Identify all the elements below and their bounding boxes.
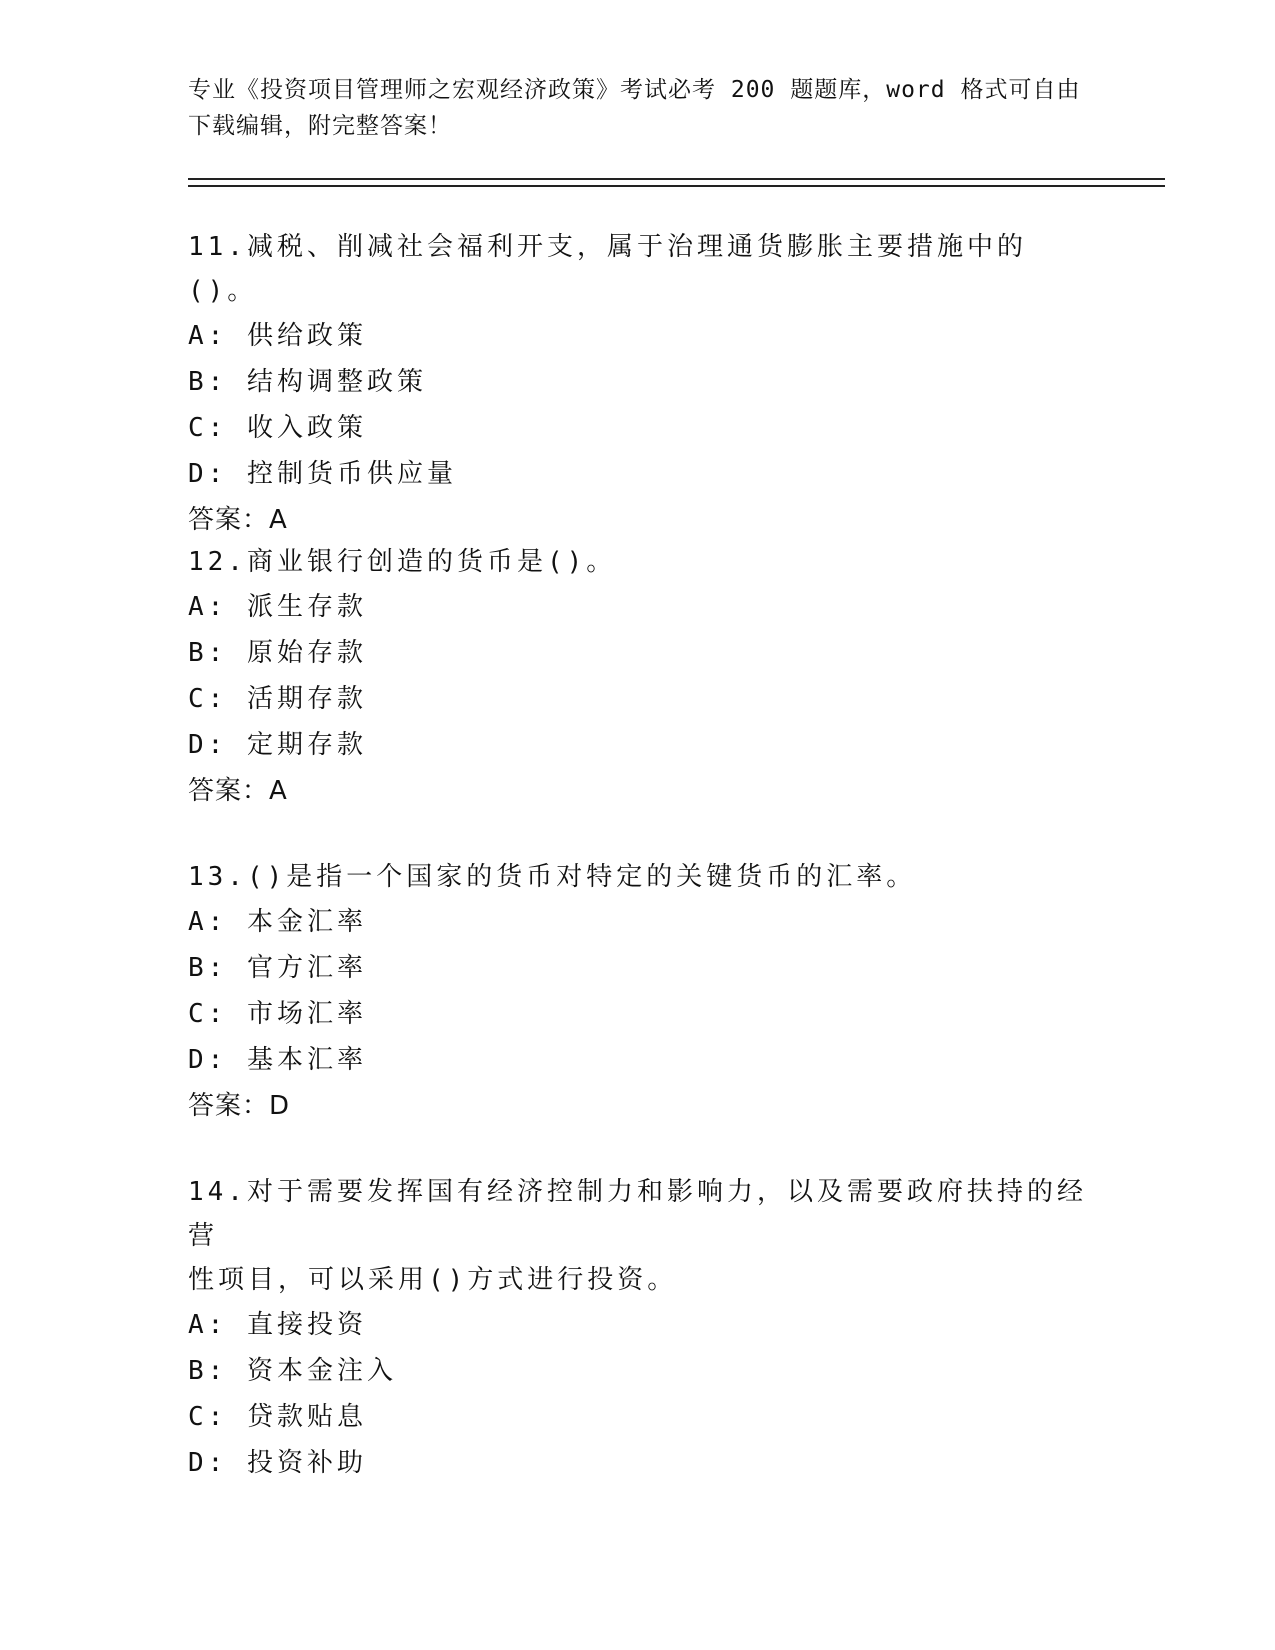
- header-line-1: 专业《投资项目管理师之宏观经济政策》考试必考 200 题题库，word 格式可自由: [188, 77, 1081, 103]
- question-stem: 12.商业银行创造的货币是()。: [188, 547, 617, 577]
- question-stem: 13.()是指一个国家的货币对特定的关键货币的汇率。: [188, 862, 917, 892]
- option-c: C: 市场汇率: [188, 999, 367, 1029]
- question-14: [188, 1170, 1088, 1486]
- option-a: A: 供给政策: [188, 321, 367, 351]
- question-12: [188, 540, 1088, 814]
- option-a: A: 派生存款: [188, 592, 367, 622]
- document-header: [188, 72, 1088, 144]
- question-stem-line-2: 性项目，可以采用()方式进行投资。: [188, 1265, 678, 1295]
- option-d: D: 投资补助: [188, 1448, 367, 1478]
- option-b: B: 原始存款: [188, 638, 367, 668]
- question-13: [188, 855, 1088, 1129]
- option-b: B: 官方汇率: [188, 953, 367, 983]
- option-d: D: 基本汇率: [188, 1045, 367, 1075]
- answer-line: 答案：A: [188, 505, 288, 535]
- option-b: B: 结构调整政策: [188, 367, 427, 397]
- option-c: C: 收入政策: [188, 413, 367, 443]
- option-d: D: 定期存款: [188, 730, 367, 760]
- option-d: D: 控制货币供应量: [188, 459, 457, 489]
- question-stem: 11.减税、削减社会福利开支，属于治理通货膨胀主要措施中的()。: [188, 232, 1027, 306]
- question-stem-line-1: 14.对于需要发挥国有经济控制力和影响力，以及需要政府扶持的经营: [188, 1177, 1087, 1251]
- header-line-2: 下载编辑，附完整答案！: [188, 113, 452, 139]
- answer-line: 答案：D: [188, 1091, 291, 1121]
- header-divider: [188, 178, 1165, 187]
- option-b: B: 资本金注入: [188, 1356, 397, 1386]
- option-c: C: 贷款贴息: [188, 1402, 367, 1432]
- question-11: [188, 225, 1088, 543]
- option-a: A: 本金汇率: [188, 907, 367, 937]
- answer-line: 答案：A: [188, 776, 288, 806]
- option-a: A: 直接投资: [188, 1310, 367, 1340]
- option-c: C: 活期存款: [188, 684, 367, 714]
